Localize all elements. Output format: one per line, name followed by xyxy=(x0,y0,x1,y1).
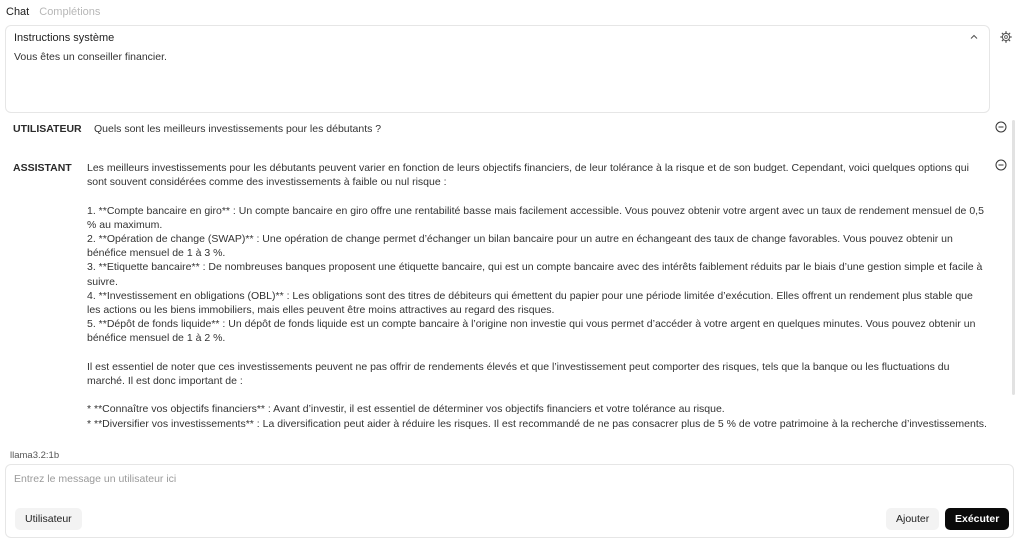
list-item: 3. **Etiquette bancaire** : De nombreuses banques proposent une étiquette bancaire, qui est un compte bancaire avec des intérêts faiblement réduits par le biais d’une gestion simple et facile à suivre. xyxy=(87,261,983,288)
list-item: 5. **Dépôt de fonds liquide** : Un dépôt de fonds liquide est un compte bancaire à l’origine non investie qui vous permet d’accéder à votre argent en quelques minutes. Vous pouvez obtenir un bénéfice mensuel de 1 à 2 %. xyxy=(87,318,976,345)
system-instructions-panel xyxy=(5,25,990,113)
mode-tabs xyxy=(6,6,100,18)
add-button[interactable]: Ajouter xyxy=(886,508,939,530)
settings-gear-icon[interactable] xyxy=(1000,31,1012,43)
list-item: 4. **Investissement en obligations (OBL)** : Les obligations sont des titres de débiteurs qui émettent du papier pour une période limitée d’exécution. Elles offrent un rendement plus stable que les actions ou les biens immobiliers, mais elles peuvent être moins attractives au regard des risques. xyxy=(87,289,973,317)
remove-message-icon[interactable] xyxy=(995,159,1007,171)
remove-message-icon[interactable] xyxy=(995,121,1007,133)
tab-completions[interactable]: Complétions xyxy=(39,6,101,18)
list-item: 2. **Opération de change (SWAP)** : Une opération de change permet d’échanger un bilan bancaire pour un autre en échangeant des taux de change favorables. Vous pouvez obtenir un bénéfice mensuel de 1 à 3 %. xyxy=(87,233,953,260)
model-name: llama3.2:1b xyxy=(10,450,60,461)
system-instructions-text[interactable]: Vous êtes un conseiller financier. xyxy=(14,51,167,63)
assistant-intro: Les meilleurs investissements pour les débutants peuvent varier en fonction de leurs objectifs financiers, de leur tolérance à la risque et de son budget. Cependant, voici quelques options qui sont souvent considérées comme des investissements à faible ou nul risque : xyxy=(87,162,969,189)
assistant-note: Il est essentiel de noter que ces investissements peuvent ne pas offrir de rendements élevés et que l’investissement peut comporter des risques, tels que la banque ou les fluctuations du marché. Il est donc important de : xyxy=(87,360,950,388)
message-composer xyxy=(5,464,1014,538)
bullet-item: * **Connaître vos objectifs financiers** : Avant d’investir, il est essentiel de déterminer vos objectifs financiers et votre tolérance au risque. xyxy=(87,403,725,416)
list-item: 1. **Compte bancaire en giro** : Un compte bancaire en giro offre une rentabilité basse mais facilement accessible. Vous pouvez obtenir votre argent avec un taux de rendement mensuel de 0,5 % au maximum. xyxy=(87,204,984,231)
assistant-message-text[interactable] xyxy=(87,161,987,446)
chevron-up-icon[interactable] xyxy=(969,32,979,42)
user-message-text[interactable]: Quels sont les meilleurs investissements pour les débutants ? xyxy=(94,123,382,135)
tab-chat[interactable]: Chat xyxy=(6,6,30,18)
system-instructions-title: Instructions système xyxy=(14,32,115,44)
run-button[interactable]: Exécuter xyxy=(945,508,1009,530)
messages-scrollbar[interactable] xyxy=(1012,120,1015,395)
bullet-item: * **Diversifier vos investissements** : La diversification peut aider à réduire les risques. Il est recommandé de ne pas consacrer plus de 5 % de votre patrimoine à la recherche d’investissements. xyxy=(87,417,987,430)
message-input[interactable] xyxy=(14,473,714,485)
user-role-label[interactable]: UTILISATEUR xyxy=(13,123,82,135)
assistant-role-label[interactable]: ASSISTANT xyxy=(13,162,72,174)
role-toggle-button[interactable]: Utilisateur xyxy=(15,508,82,530)
